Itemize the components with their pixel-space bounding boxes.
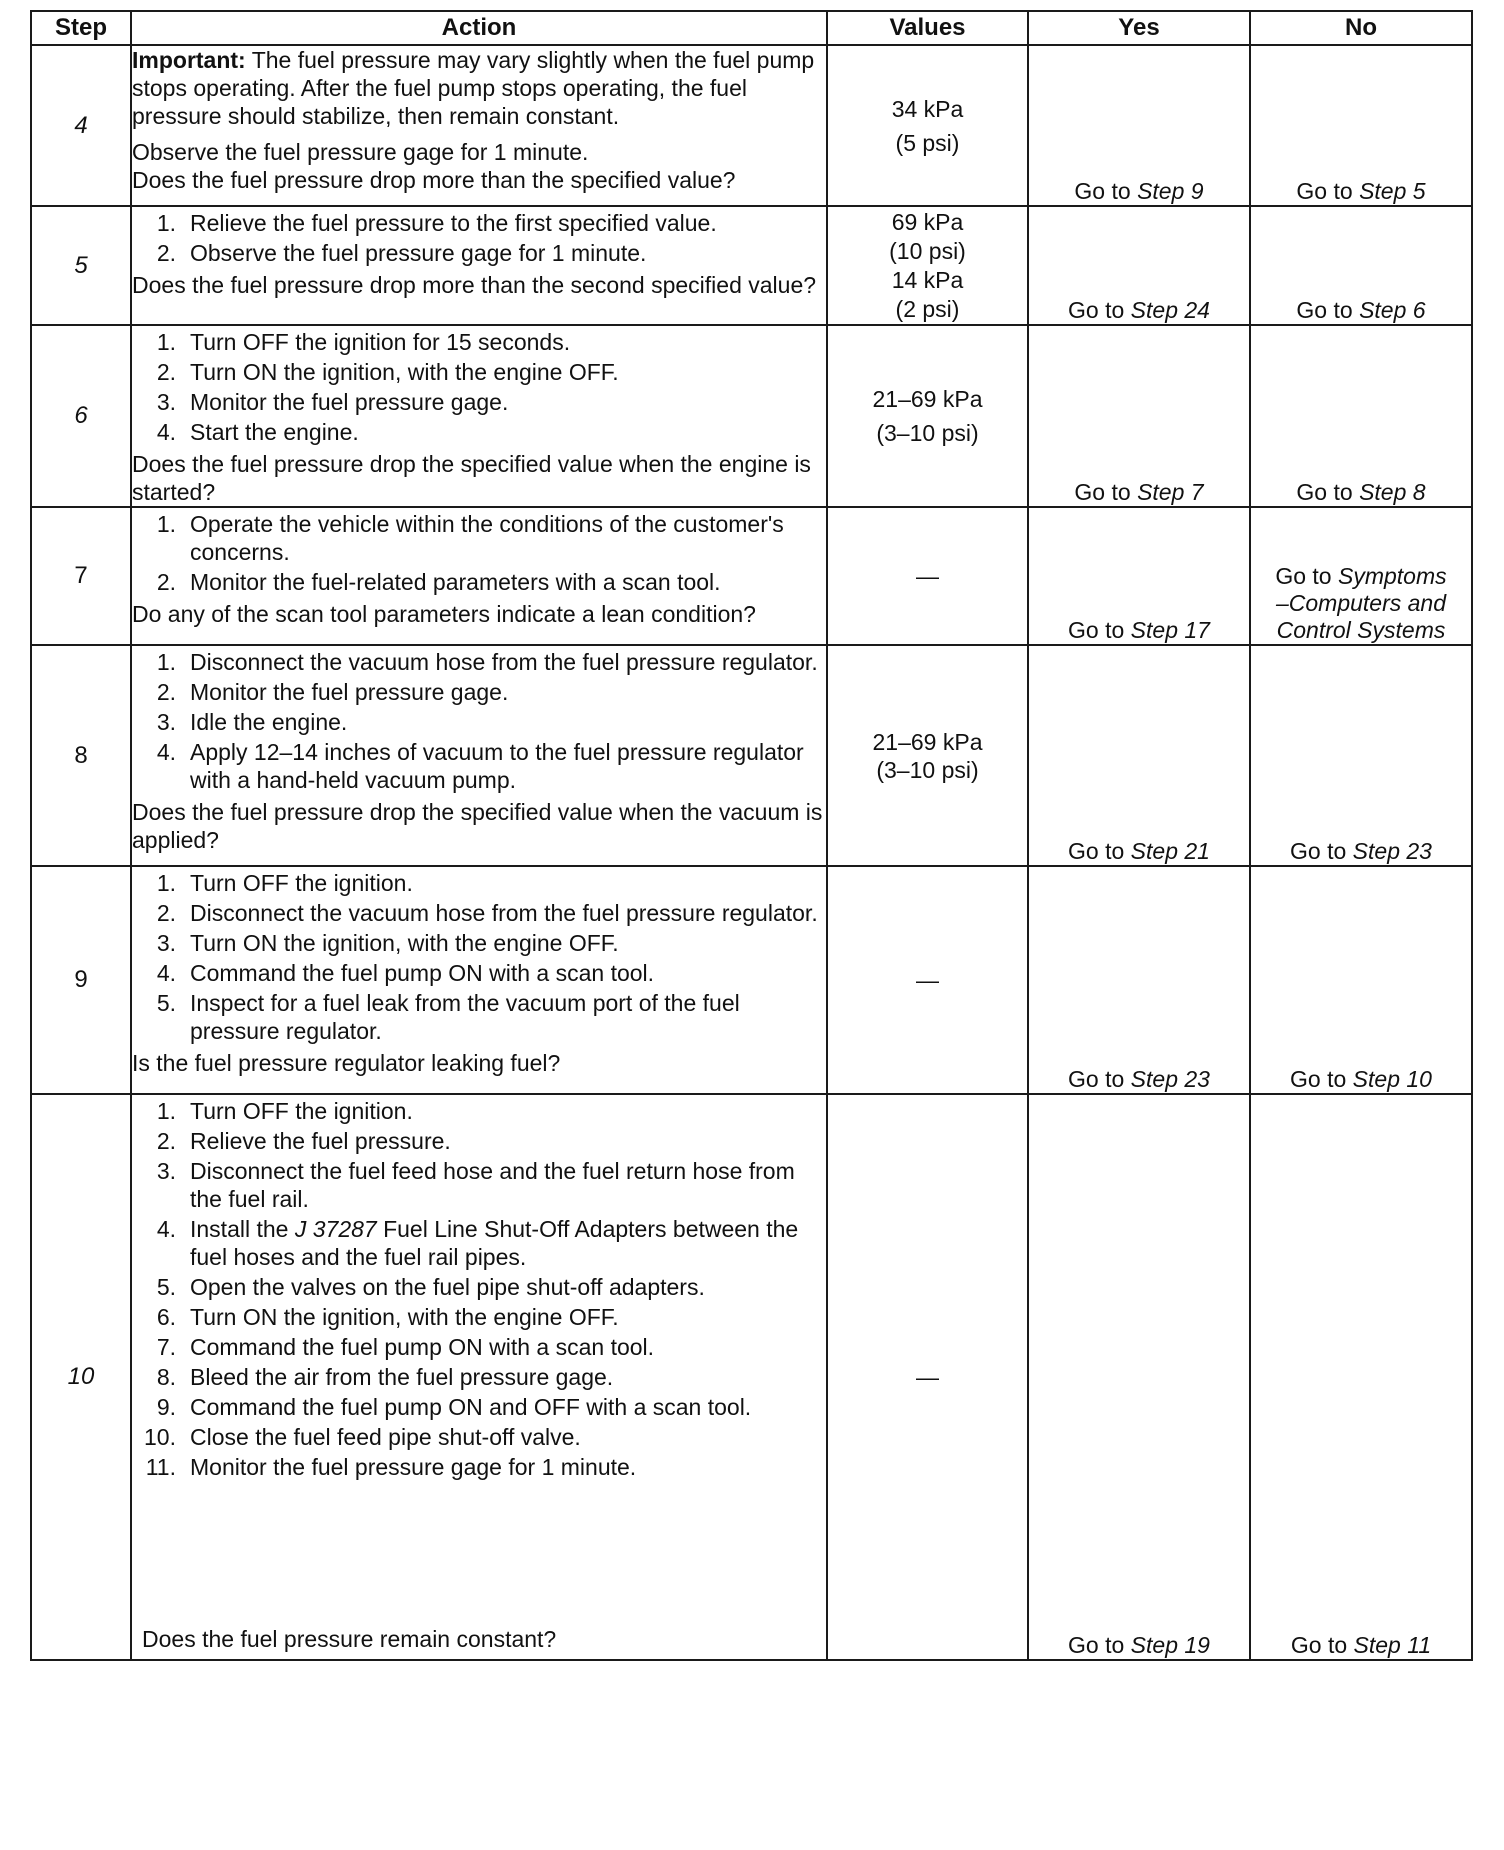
table-row: [31, 866, 1472, 1094]
list-item: 2. Observe the fuel pressure gage for 1 minute.: [156, 240, 647, 266]
step-number: 9: [31, 866, 131, 1094]
diagnostic-table-page: [30, 10, 1473, 1661]
no-cell: [1250, 866, 1472, 1094]
action-cell: [131, 1094, 827, 1660]
header-step: Step: [31, 11, 131, 45]
go-to-text: Go to: [1068, 1066, 1125, 1092]
value-line: 21–69 kPa: [872, 728, 983, 755]
no-cell: [1250, 45, 1472, 206]
list-item: 2. Monitor the fuel pressure gage.: [156, 679, 509, 705]
action-cell: [131, 206, 827, 325]
no-cell: [1250, 206, 1472, 325]
list-item: 2. Disconnect the vacuum hose from the fuel pressure regulator.: [156, 900, 818, 926]
yes-cell: [1028, 325, 1250, 507]
important-text: The fuel pressure may vary slightly when the fuel pump stops operating. After the fuel pump stops operating, the fuel pressure should stabilize, then remain constant.: [132, 47, 815, 129]
list-item: 4. Command the fuel pump ON with a scan tool.: [156, 960, 655, 986]
list-item: 1. Operate the vehicle within the conditions of the customer's concerns.: [156, 511, 784, 565]
yes-step-link[interactable]: Step 19: [1130, 1632, 1210, 1658]
no-step-link[interactable]: Step 8: [1359, 479, 1426, 505]
value-line: 21–69 kPa: [872, 386, 983, 412]
step-number: 5: [31, 206, 131, 325]
list-item: 1. Turn OFF the ignition for 15 seconds.: [156, 329, 571, 355]
go-to-text: Go to: [1296, 297, 1353, 323]
value-line: (10 psi): [889, 237, 966, 264]
header-values: Values: [827, 11, 1028, 45]
instruction-text: Observe the fuel pressure gage for 1 minute.: [132, 139, 589, 165]
question-text: Does the fuel pressure drop the specified value when the vacuum is applied?: [132, 799, 823, 853]
list-item: 9. Command the fuel pump ON and OFF with a scan tool.: [156, 1394, 752, 1420]
action-list: [132, 510, 826, 596]
action-cell: [131, 325, 827, 507]
value-dash: —: [916, 563, 939, 589]
list-item: 4. Install the J 37287 Fuel Line Shut-Off Adapters between the fuel hoses and the fuel rail pipes.: [156, 1216, 799, 1270]
go-to-text: Go to: [1290, 1066, 1347, 1092]
values-cell: [827, 206, 1028, 325]
yes-cell: [1028, 206, 1250, 325]
value-line: 14 kPa: [891, 266, 964, 293]
go-to-text: Go to: [1296, 178, 1353, 204]
list-item: 3. Turn ON the ignition, with the engine OFF.: [156, 930, 619, 956]
values-cell: [827, 325, 1028, 507]
question-text: Does the fuel pressure drop more than the specified value?: [132, 167, 736, 193]
value-dash: —: [916, 1364, 939, 1390]
values-cell: [827, 866, 1028, 1094]
header-no: No: [1250, 11, 1472, 45]
yes-step-link[interactable]: Step 17: [1130, 617, 1210, 643]
action-cell: [131, 45, 827, 206]
action-list: [132, 648, 826, 794]
table-row: [31, 325, 1472, 507]
list-item: 6. Turn ON the ignition, with the engine OFF.: [156, 1304, 619, 1330]
value-line: (3–10 psi): [876, 420, 979, 446]
step-number: 6: [31, 325, 131, 507]
values-cell: [827, 645, 1028, 866]
table-row: [31, 645, 1472, 866]
table-header-row: [31, 11, 1472, 45]
go-to-text: Go to: [1290, 1632, 1348, 1658]
go-to-text: Go to: [1296, 479, 1353, 505]
important-label: Important:: [132, 47, 246, 73]
go-to-text: Go to: [1290, 838, 1347, 864]
yes-cell: [1028, 45, 1250, 206]
question-text: Do any of the scan tool parameters indicate a lean condition?: [132, 601, 756, 627]
no-step-link[interactable]: Step 6: [1359, 297, 1426, 323]
yes-step-link[interactable]: Step 23: [1130, 1066, 1210, 1092]
action-cell: [131, 507, 827, 645]
list-item: 2. Turn ON the ignition, with the engine OFF.: [156, 359, 619, 385]
go-to-text: Go to: [1068, 1632, 1125, 1658]
no-cell: [1250, 507, 1472, 645]
value-line: (5 psi): [895, 129, 960, 156]
table-row: [31, 507, 1472, 645]
no-step-link[interactable]: Step 23: [1352, 838, 1432, 864]
list-item: 4. Start the engine.: [156, 419, 359, 445]
list-item: 7. Command the fuel pump ON with a scan tool.: [156, 1334, 655, 1360]
no-cell: [1250, 645, 1472, 866]
value-line: (3–10 psi): [876, 756, 979, 783]
list-item: 11. Monitor the fuel pressure gage for 1 minute.: [145, 1454, 637, 1480]
no-step-link[interactable]: Step 11: [1353, 1632, 1432, 1658]
value-line: 69 kPa: [891, 208, 964, 235]
go-to-text: Go to: [1068, 617, 1125, 643]
question-text: Is the fuel pressure regulator leaking fuel?: [132, 1050, 561, 1076]
diagnostic-table: [30, 10, 1473, 1661]
important-note: [132, 46, 826, 130]
step-number: 4: [31, 45, 131, 206]
value-line: (2 psi): [895, 295, 960, 322]
header-yes: Yes: [1028, 11, 1250, 45]
action-list: [132, 328, 826, 446]
no-symptoms-link[interactable]: Symptoms: [1338, 563, 1447, 589]
no-symptoms-link-line3[interactable]: Control Systems: [1276, 617, 1446, 643]
yes-step-link[interactable]: Step 9: [1137, 178, 1204, 204]
action-list: [132, 209, 826, 267]
list-item: 1. Turn OFF the ignition.: [156, 870, 413, 896]
list-item: 1. Relieve the fuel pressure to the first specified value.: [156, 210, 717, 236]
no-cell: [1250, 1094, 1472, 1660]
no-cell: [1250, 325, 1472, 507]
values-cell: [827, 45, 1028, 206]
go-to-text: Go to: [1074, 178, 1131, 204]
values-cell: [827, 507, 1028, 645]
action-cell: [131, 645, 827, 866]
yes-step-link[interactable]: Step 7: [1137, 479, 1204, 505]
value-dash: —: [916, 967, 939, 993]
list-item: 5. Open the valves on the fuel pipe shut-off adapters.: [156, 1274, 705, 1300]
list-item: 8. Bleed the air from the fuel pressure gage.: [156, 1364, 614, 1390]
list-item: 10. Close the fuel feed pipe shut-off valve.: [144, 1424, 581, 1450]
list-item: 1. Turn OFF the ignition.: [156, 1098, 413, 1124]
go-to-text: Go to: [1275, 563, 1332, 589]
yes-cell: [1028, 507, 1250, 645]
go-to-text: Go to: [1068, 297, 1125, 323]
step-number: 10: [31, 1094, 131, 1660]
yes-cell: [1028, 645, 1250, 866]
list-item: 1. Disconnect the vacuum hose from the fuel pressure regulator.: [156, 649, 818, 675]
table-row: [31, 45, 1472, 206]
no-step-link[interactable]: Step 5: [1359, 178, 1426, 204]
header-action: Action: [131, 11, 827, 45]
values-cell: [827, 1094, 1028, 1660]
table-row: [31, 1094, 1472, 1660]
list-item: 3. Idle the engine.: [156, 709, 348, 735]
yes-step-link[interactable]: Step 21: [1130, 838, 1210, 864]
list-item: 2. Relieve the fuel pressure.: [156, 1128, 451, 1154]
step-number: 8: [31, 645, 131, 866]
list-item: 3. Monitor the fuel pressure gage.: [156, 389, 509, 415]
yes-cell: [1028, 1094, 1250, 1660]
go-to-text: Go to: [1068, 838, 1125, 864]
list-item: 2. Monitor the fuel-related parameters with a scan tool.: [156, 569, 721, 595]
question-text: Does the fuel pressure drop the specified value when the engine is started?: [132, 451, 811, 505]
no-step-link[interactable]: Step 10: [1352, 1066, 1432, 1092]
yes-step-link[interactable]: Step 24: [1130, 297, 1210, 323]
action-cell: [131, 866, 827, 1094]
value-line: 34 kPa: [891, 95, 964, 122]
question-text: Does the fuel pressure drop more than the second specified value?: [132, 272, 817, 298]
question-text: Does the fuel pressure remain constant?: [142, 1626, 557, 1652]
no-symptoms-link-line2[interactable]: –Computers and: [1275, 590, 1447, 616]
list-item: 3. Disconnect the fuel feed hose and the fuel return hose from the fuel rail.: [156, 1158, 795, 1212]
step-number: 7: [31, 507, 131, 645]
action-list: [132, 869, 826, 1045]
list-item: 5. Inspect for a fuel leak from the vacuum port of the fuel pressure regulator.: [156, 990, 740, 1044]
tool-number: J 37287: [294, 1216, 377, 1242]
action-list: [132, 1097, 826, 1481]
table-row: [31, 206, 1472, 325]
list-item: 4. Apply 12–14 inches of vacuum to the fuel pressure regulator with a hand-held vacuum pump.: [156, 739, 804, 793]
yes-cell: [1028, 866, 1250, 1094]
go-to-text: Go to: [1074, 479, 1131, 505]
